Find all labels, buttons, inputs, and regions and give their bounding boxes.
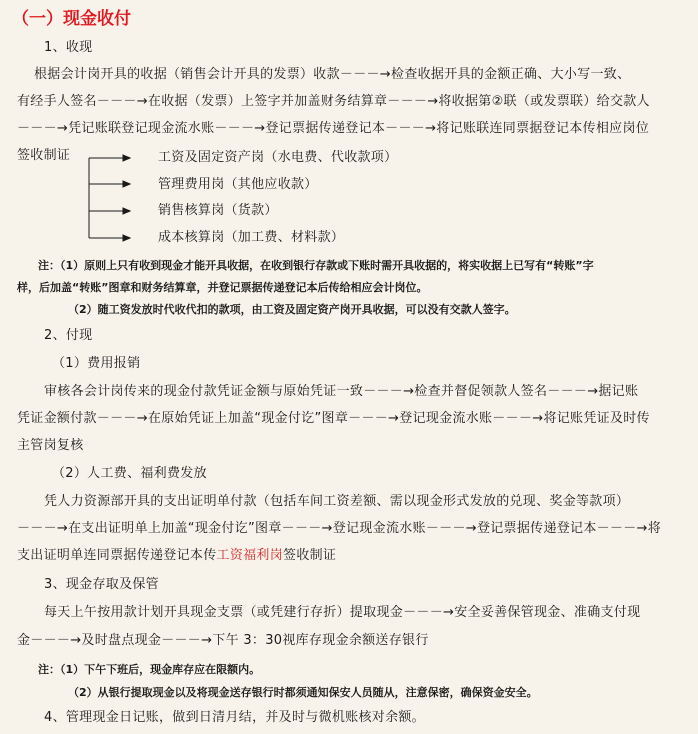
s2-sub1-line-1: 审核各会计岗传来的现金付款凭证金额与原始凭证一致－－－→检查并督促领款人签名－－－→据记账	[44, 384, 639, 399]
section-title: （一）现金收付	[12, 9, 131, 29]
branch-item-4: 成本核算岗（加工费、材料款）	[158, 230, 345, 245]
branch-item-2: 管理费用岗（其他应收款）	[158, 177, 318, 192]
s1-paragraph-line-1: 根据会计岗开具的收据（销售会计开具的发票）收款－－－→检查收据开具的金额正确、大小写一致、	[34, 67, 631, 82]
branch-bracket	[0, 0, 698, 260]
s2-sub2-line-2: －－－→在支出证明单上加盖“现金付讫”图章－－－→登记现金流水账－－－→登记票据传递登记本－－－→将	[17, 521, 662, 536]
s3-line-1: 每天上午按用款计划开具现金支票（或凭建行存折）提取现金－－－→安全妥善保管现金、准确支付现	[44, 605, 641, 620]
s3-heading: 3、现金存取及保管	[44, 577, 159, 592]
s3-note-1: 注：（1）下午下班后，现金库存应在限额内。	[38, 663, 261, 676]
s1-paragraph-line-3: －－－→凭记账联登记现金流水账－－－→登记票据传递登记本－－－→将记账联连同票据登记本传相应岗位	[17, 121, 650, 136]
s3-note-2: （2）从银行提取现金以及将现金送存银行时都须通知保安人员随从，注意保密，确保资金安全。	[68, 686, 538, 699]
branch-item-1: 工资及固定资产岗（水电费、代收款项）	[158, 150, 398, 165]
highlight-wage-welfare-post: 工资福利岗	[216, 548, 284, 563]
s2-sub2-line-3	[17, 547, 336, 565]
s1-heading: 1、收现	[44, 40, 93, 55]
s2-sub2-line-3-pre: 支出证明单连同票据传递登记本传	[17, 548, 217, 563]
branch-item-3: 销售核算岗（货款）	[158, 203, 278, 218]
s2-sub2-heading: （2）人工费、福利费发放	[52, 466, 207, 481]
s1-note-1-line-1: 注：（1）原则上只有收到现金才能开具收据，在收到银行存款或下账时需开具收据的，将实收据上已写有“转账”字	[38, 259, 594, 272]
s1-note-2: （2）随工资发放时代收代扣的款项，由工资及固定资产岗开具收据，可以没有交款人签字。	[68, 303, 516, 316]
s2-sub1-line-3: 主管岗复核	[17, 438, 84, 453]
s1-paragraph-line-2: 有经手人签名－－－→在收据（发票）上签字并加盖财务结算章－－－→将收据第②联（或发票联）给交款人	[17, 94, 650, 109]
s2-sub2-line-3-post: 签收制证	[283, 548, 337, 563]
s2-sub1-heading: （1）费用报销	[52, 356, 141, 371]
s4-text: 4、管理现金日记账，做到日清月结，并及时与微机账核对余额。	[44, 710, 425, 725]
s2-heading: 2、付现	[44, 328, 93, 343]
s1-note-1-line-2: 样，后加盖“转账”图章和财务结算章，并登记票据传递登记本后传给相应会计岗位。	[17, 281, 428, 294]
s3-line-2: 金－－－→及时盘点现金－－－→下午 3：30视库存现金余额送存银行	[17, 633, 429, 648]
s2-sub1-line-2: 凭证金额付款－－－→在原始凭证上加盖“现金付讫”图章－－－→登记现金流水账－－－→将记账凭证及时传	[17, 411, 650, 426]
s1-paragraph-line-4: 签收制证	[17, 148, 71, 163]
s2-sub2-line-1: 凭人力资源部开具的支出证明单付款（包括车间工资差额、需以现金形式发放的兑现、奖金等款项）	[44, 494, 630, 509]
